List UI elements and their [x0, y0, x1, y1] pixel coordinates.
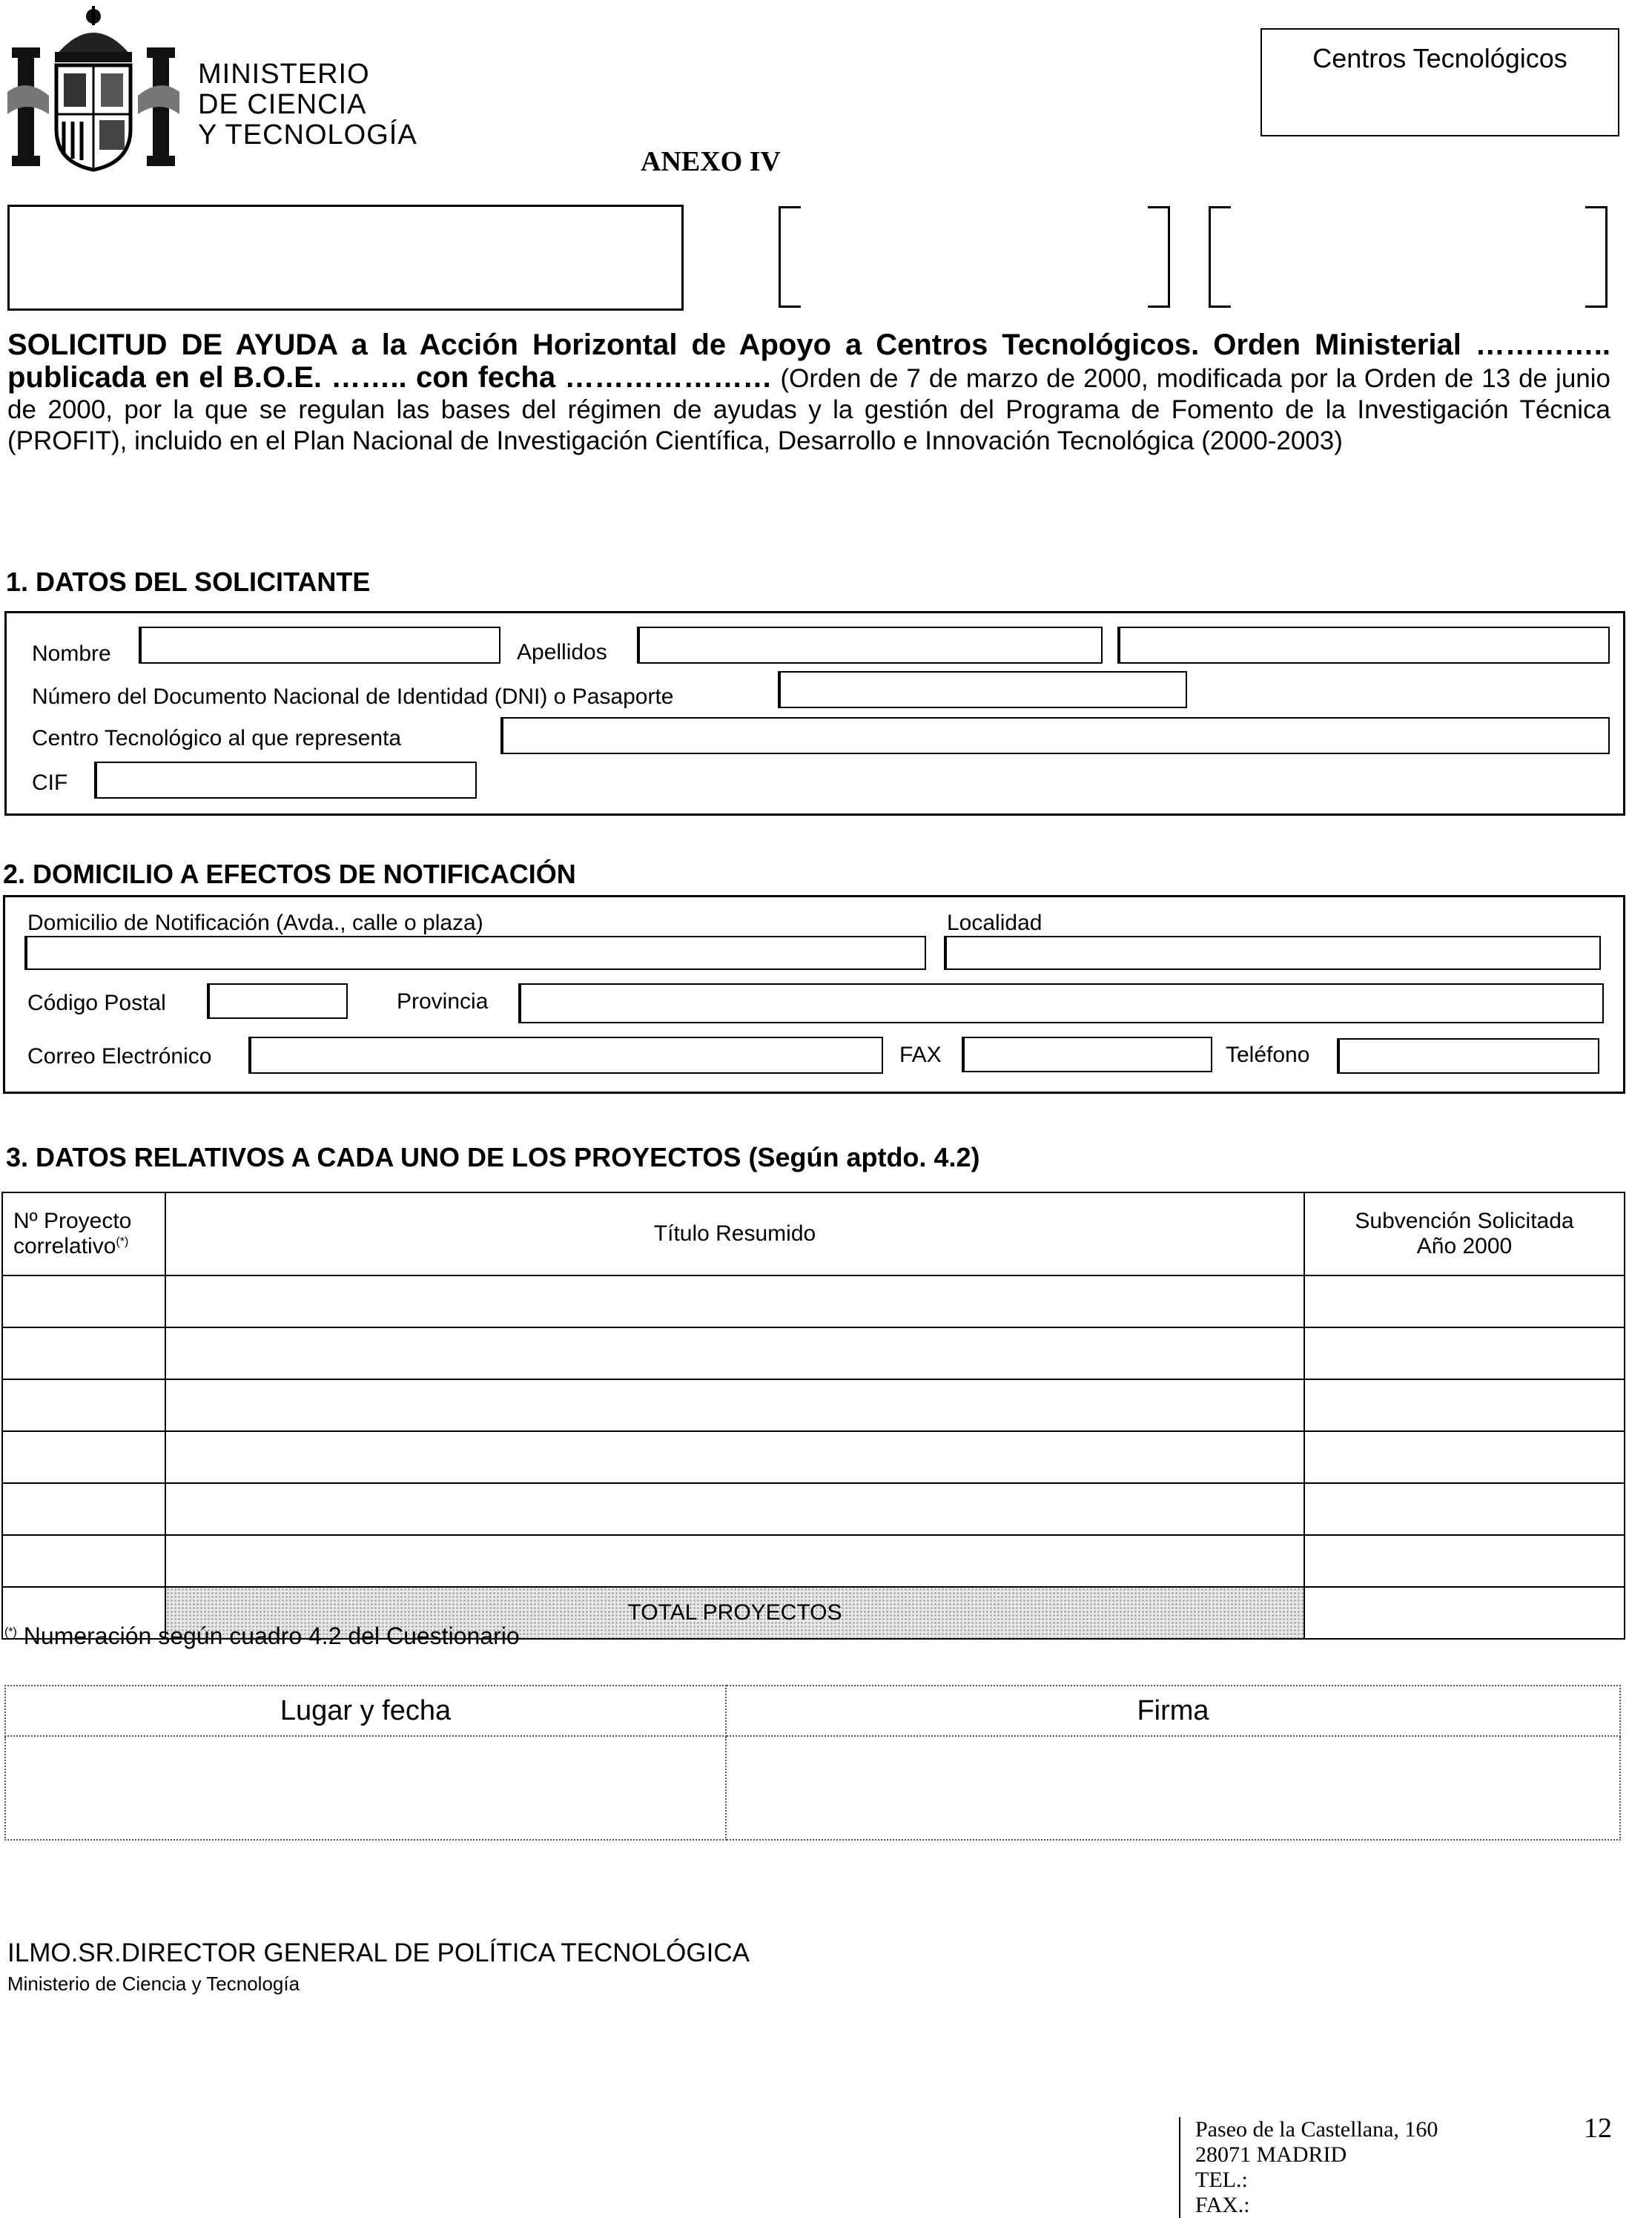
- provincia-field[interactable]: [518, 983, 1604, 1023]
- footer-city: 28071 MADRID: [1195, 2142, 1347, 2167]
- domicilio-field[interactable]: [24, 936, 926, 970]
- table-cell[interactable]: [1304, 1327, 1625, 1379]
- codigo-postal-label: Código Postal: [27, 991, 166, 1015]
- table-cell[interactable]: [2, 1483, 165, 1535]
- table-cell[interactable]: [165, 1379, 1304, 1431]
- col-title: Título Resumido: [165, 1192, 1304, 1275]
- bracket-field-2-left: [1209, 206, 1231, 308]
- dni-label: Número del Documento Nacional de Identidad (DNI) o Pasaporte: [32, 684, 674, 709]
- bracket-field-1-left: [779, 206, 801, 308]
- centro-label: Centro Tecnológico al que representa: [32, 726, 402, 750]
- ministry-line-2: DE CIENCIA: [198, 89, 367, 120]
- col-subsidy-line2: Año 2000: [1416, 1234, 1513, 1258]
- localidad-label: Localidad: [947, 911, 1043, 935]
- footer-street: Paseo de la Castellana, 160: [1195, 2117, 1438, 2142]
- table-cell[interactable]: [1304, 1483, 1625, 1535]
- col-project-number-line2: correlativo: [13, 1234, 116, 1258]
- table-cell[interactable]: [2, 1379, 165, 1431]
- provincia-label: Provincia: [397, 989, 489, 1014]
- telefono-label: Teléfono: [1226, 1043, 1310, 1067]
- signature-header: Firma: [726, 1686, 1620, 1736]
- localidad-field[interactable]: [944, 936, 1601, 970]
- intro-normal: (Orden de 7 de marzo de 2000, modificada por la Orden de 13 de junio de 2000, por la que se regulan las bases del régimen de ayudas y la gestión del Programa de Fomento de la Investigación Técnica (PROFIT), incluido en el Plan Nacional de Investigación Científica, Desarrollo e Innovación Tecnológica (2000-2003): [7, 364, 1610, 455]
- nombre-field[interactable]: [139, 627, 500, 664]
- cif-field[interactable]: [94, 762, 477, 799]
- place-date-header: Lugar y fecha: [5, 1686, 726, 1736]
- footer-fax: FAX.:: [1195, 2193, 1250, 2217]
- signature-header-row: [5, 1686, 1620, 1736]
- apellido-2-field[interactable]: [1117, 627, 1610, 664]
- bracket-field-2[interactable]: [1231, 206, 1585, 308]
- table-cell[interactable]: [2, 1431, 165, 1483]
- ministry-name: [198, 59, 417, 151]
- bracket-field-1[interactable]: [801, 206, 1148, 308]
- table-cell[interactable]: [165, 1483, 1304, 1535]
- total-amount[interactable]: [1304, 1587, 1625, 1639]
- section-3-title: 3. DATOS RELATIVOS A CADA UNO DE LOS PROYECTOS (Según aptdo. 4.2): [6, 1142, 980, 1172]
- col-subsidy: [1304, 1192, 1625, 1275]
- coat-of-arms-logo: [4, 3, 182, 175]
- col-project-number-line2-wrap: [13, 1234, 165, 1259]
- cif-label: CIF: [32, 770, 68, 795]
- intro-bold: SOLICITUD DE AYUDA a la Acción Horizontal de Apoyo a Centros Tecnológicos. Orden Ministerial ………….. publicada en el B.O.E. …….. con fecha …………………: [7, 329, 1610, 394]
- correo-label: Correo Electrónico: [27, 1044, 212, 1069]
- fax-field[interactable]: [962, 1037, 1212, 1072]
- table-cell[interactable]: [2, 1327, 165, 1379]
- table-cell[interactable]: [2, 1535, 165, 1587]
- page-number: 12: [1584, 2113, 1612, 2144]
- centro-field[interactable]: [500, 717, 1610, 754]
- table-cell[interactable]: [1304, 1275, 1625, 1327]
- fax-label: FAX: [899, 1043, 942, 1067]
- program-box-label: Centros Tecnológicos: [1312, 43, 1567, 73]
- correo-field[interactable]: [248, 1037, 883, 1074]
- table-cell[interactable]: [2, 1275, 165, 1327]
- codigo-postal-field[interactable]: [207, 983, 348, 1019]
- table-row: [2, 1327, 1625, 1379]
- col-project-number-mark: (*): [116, 1235, 129, 1248]
- table-header-row: [2, 1192, 1625, 1275]
- footnote-mark: (*): [4, 1625, 17, 1639]
- dni-field[interactable]: [778, 671, 1187, 708]
- table-cell[interactable]: [165, 1431, 1304, 1483]
- table-row: [2, 1379, 1625, 1431]
- addressee-ministry: Ministerio de Ciencia y Tecnología: [7, 1973, 300, 1995]
- intro-paragraph: [7, 329, 1610, 457]
- footnote-text: Numeración según cuadro 4.2 del Cuestionario: [16, 1623, 520, 1649]
- place-date-field[interactable]: [5, 1736, 726, 1840]
- table-row: [2, 1275, 1625, 1327]
- table-cell[interactable]: [165, 1535, 1304, 1587]
- domicilio-label: Domicilio de Notificación (Avda., calle o plaza): [27, 911, 483, 935]
- footer-tel: TEL.:: [1195, 2168, 1248, 2192]
- col-project-number: [2, 1192, 165, 1275]
- table-row: [2, 1431, 1625, 1483]
- registry-box[interactable]: [7, 205, 684, 311]
- section-1-title: 1. DATOS DEL SOLICITANTE: [6, 567, 371, 597]
- signature-field[interactable]: [726, 1736, 1620, 1840]
- annex-title: ANEXO IV: [641, 146, 781, 177]
- table-cell[interactable]: [165, 1327, 1304, 1379]
- table-cell[interactable]: [1304, 1379, 1625, 1431]
- ministry-line-3: Y TECNOLOGÍA: [198, 119, 417, 151]
- program-box: [1261, 28, 1619, 136]
- projects-table: [1, 1192, 1625, 1640]
- addressee-title: ILMO.SR.DIRECTOR GENERAL DE POLÍTICA TECNOLÓGICA: [7, 1938, 750, 1967]
- section-2-box: [3, 895, 1625, 1094]
- bracket-field-2-right: [1585, 206, 1608, 308]
- section-1-box: [4, 611, 1625, 816]
- bracket-field-1-right: [1148, 206, 1170, 308]
- footnote: [4, 1623, 520, 1650]
- ministry-line-1: MINISTERIO: [198, 59, 370, 90]
- table-cell[interactable]: [1304, 1535, 1625, 1587]
- col-subsidy-line1: Subvención Solicitada: [1355, 1209, 1574, 1233]
- apellido-1-field[interactable]: [637, 627, 1103, 664]
- table-row: [2, 1535, 1625, 1587]
- nombre-label: Nombre: [32, 641, 111, 666]
- table-cell[interactable]: [165, 1275, 1304, 1327]
- col-project-number-line1: Nº Proyecto: [13, 1209, 132, 1233]
- total-label: TOTAL PROYECTOS: [165, 1587, 1304, 1639]
- table-row: [2, 1483, 1625, 1535]
- apellidos-label: Apellidos: [517, 640, 607, 664]
- table-cell[interactable]: [1304, 1431, 1625, 1483]
- footer-address: [1179, 2117, 1438, 2218]
- signature-table: [4, 1685, 1621, 1841]
- telefono-field[interactable]: [1337, 1038, 1599, 1074]
- section-2-title: 2. DOMICILIO A EFECTOS DE NOTIFICACIÓN: [3, 859, 576, 889]
- signature-row: [5, 1736, 1620, 1840]
